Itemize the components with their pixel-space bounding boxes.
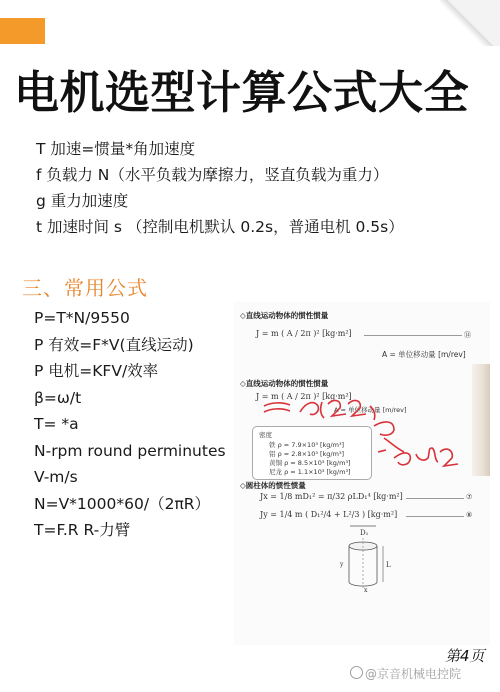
linear-inertia-equation-2: J = m ( A / 2π )² [kg·m²] [256,392,352,401]
page-corner-fold [440,0,500,46]
equation-number: ⑧ [466,511,473,519]
formula-item: N-rpm round perminutes [34,441,226,460]
definition-item: t 加速时间 s （控制电机默认 0.2s，普通电机 0.5s） [36,218,404,236]
unit-note-2: A = 单位移动量 [m/rev] [334,406,407,414]
cylinder-inertia-heading: ◇圆柱体的惯性惯量 [240,481,306,490]
formula-item: T= *a [34,415,79,433]
cylinder-x-label: x [364,587,368,594]
formula-item: P=T*N/9550 [34,309,130,327]
formula-item: N=V*1000*60/（2πR） [34,494,211,513]
page-number: 第4页 [445,647,485,665]
orange-accent-bar [0,18,45,44]
cylinder-y-label: y [340,561,344,568]
linear-inertia-equation: J = m ( A / 2π )² [kg·m²] [256,329,352,338]
section-heading: 三、常用公式 [22,276,148,300]
density-row: 黄铜 ρ = 8.5×10³ [kg/m³] [269,459,351,467]
formula-item: β=ω/t [34,388,82,407]
density-row: 铝 ρ = 2.8×10³ [kg/m³] [269,450,345,458]
cylinder-d1-label: D₁ [360,529,369,537]
cylinder-diagram [330,524,400,594]
linear-inertia-heading: ◇直线运动物体的惯性惯量 [240,311,329,320]
linear-inertia-heading-2: ◇直线运动物体的惯性惯量 [240,379,329,388]
page-title: 电机选型计算公式大全 [14,66,470,119]
watermark-logo-icon [350,666,363,679]
definition-item: T 加速=惯量*角加速度 [36,140,196,158]
formula-item: T=F.R R-力臂 [34,521,131,539]
formula-item: V-m/s [34,468,78,486]
density-row: 尼龙 ρ = 1.1×10³ [kg/m³] [269,468,351,476]
leader-line [406,498,464,499]
leader-line [406,516,464,517]
formula-item: P 电机=KFV/效率 [34,362,159,380]
equation-number: ⑦ [466,493,473,501]
reference-sheet-image [234,302,490,645]
formula-item: P 有效=F*V(直线运动) [34,335,194,354]
cylinder-l-label: L [386,561,391,569]
definition-item: f 负载力 N（水平负载为摩擦力，竖直负载为重力） [36,166,389,184]
equation-number: ⑭ [464,331,471,339]
unit-note: A = 单位移动量 [m/rev] [382,350,466,359]
density-row: 铁 ρ = 7.9×10³ [kg/m³] [269,441,345,449]
definitions-list [36,136,404,240]
watermark-text: @京音机械电控院 [365,667,462,681]
cylinder-inertia-equation-x: Jx = 1/8 mD₁² = π/32 ρLD₁⁴ [kg·m²] [260,492,403,501]
formula-list [34,305,226,544]
cylinder-inertia-equation-y: Jy = 1/4 m ( D₁²/4 + L²/3 ) [kg·m²] [260,510,398,519]
definition-item: g 重力加速度 [36,192,129,210]
watermark [350,665,461,682]
density-heading: 密度 [259,431,272,439]
